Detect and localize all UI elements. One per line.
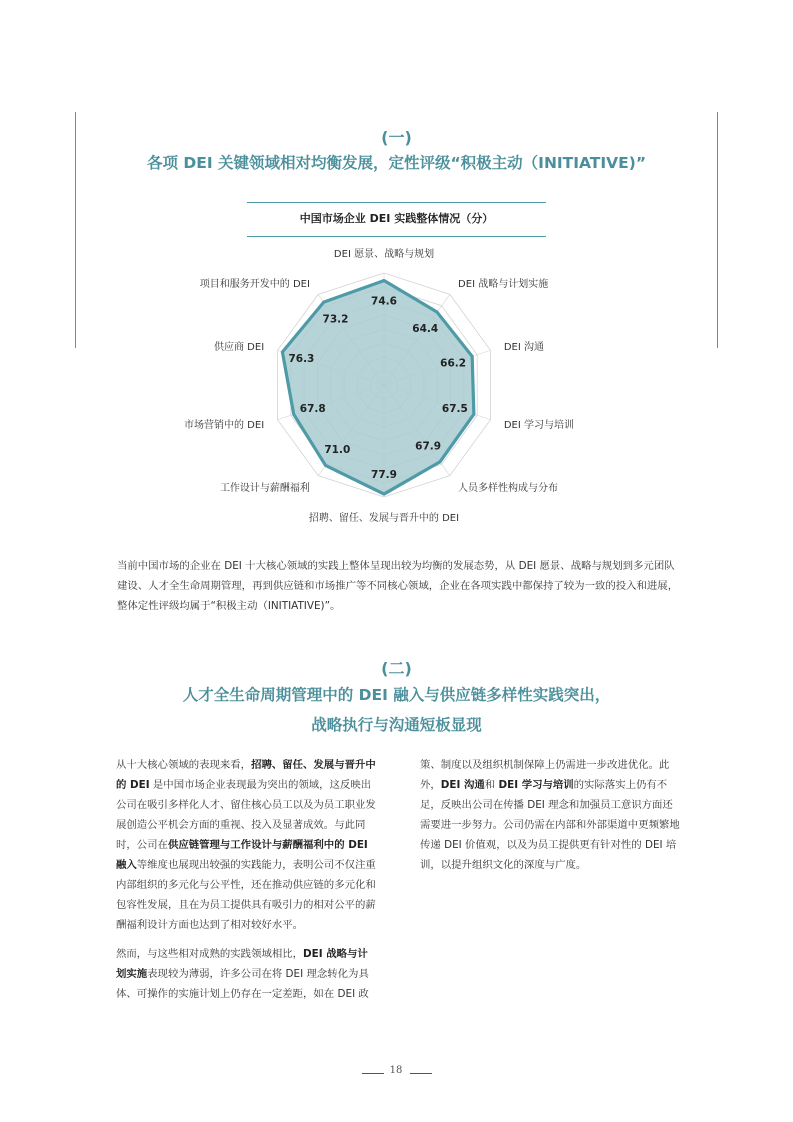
section-1-paragraph: 当前中国市场的企业在 DEI 十大核心领域的实践上整体呈现出较为均衡的发展态势，从 DEI 愿景、战略与规划到多元团队建设、人才全生命周期管理，再到供应链和市场推广等不同核心领域，企业在各项实践中都保持了较为一致的投入和进展，整体定性评级均属于“积极主动（INITIATIVE)”。 (117, 560, 679, 612)
text-run: 然而，与这些相对成熟的实践领域相比， (116, 948, 304, 960)
radar-value-label: 71.0 (324, 444, 351, 457)
left-column-paragraph-2 (116, 944, 376, 1004)
section-2-title-line-2: 战略执行与沟通短板显现 (311, 716, 482, 734)
text-run: 是中国市场企业表现最为突出的领域，这反映出公司在吸引多样化人才、留住核心员工以及为员工职业发展创造公平机会方面的重视、投入及显著成效。与此同时，公司在 (116, 779, 376, 851)
radar-category-label: DEI 愿景、战略与规划 (333, 249, 435, 260)
radar-value-label: 74.6 (371, 295, 397, 308)
radar-category-label: 人员多样性构成与分布 (458, 482, 559, 494)
radar-category-label: DEI 战略与计划实施 (458, 279, 549, 291)
page-number: 18 (389, 1065, 403, 1076)
radar-value-label: 73.2 (322, 313, 349, 326)
radar-value-label: 67.9 (415, 440, 442, 453)
radar-category-label: 市场营销中的 DEI (184, 419, 265, 431)
radar-category-label: 项目和服务开发中的 DEI (199, 279, 310, 291)
radar-value-label: 76.3 (288, 353, 315, 366)
radar-category-label: DEI 沟通 (503, 342, 544, 354)
radar-value-label: 64.4 (412, 323, 439, 336)
radar-category-label: DEI 学习与培训 (503, 419, 574, 431)
radar-value-label: 67.5 (441, 403, 468, 416)
radar-series-area (282, 281, 473, 495)
radar-value-label: 66.2 (440, 357, 467, 370)
text-run: 的实际落实上仍有不足，反映出公司在传播 DEI 理念和加强员工意识方面还需要进一步努力。公司仍需在内部和外部渠道中更频繁地传递 DEI 价值观，以及为员工提供更有针对性的 DEI 培训，以提升组织文化的深度与广度。 (420, 779, 680, 871)
section-1-title: 各项 DEI 关键领域相对均衡发展，定性评级“积极主动（INITIATIVE)” (146, 154, 647, 172)
radar-series (282, 281, 473, 495)
radar-value-label: 67.8 (299, 403, 326, 416)
radar-category-label: 供应商 DEI (214, 342, 265, 354)
radar-category-label: 招聘、留任、发展与晋升中的 DEI (308, 513, 460, 524)
right-column-paragraph-1 (420, 755, 680, 875)
bold-text-run: DEI 沟通 (440, 779, 485, 791)
section-2-title-line-1: 人才全生命周期管理中的 DEI 融入与供应链多样性实践突出， (182, 686, 611, 704)
bold-text-run: DEI 战略与计划实施 (116, 948, 368, 980)
section-2-number: (二) (381, 659, 412, 678)
bold-text-run: DEI 学习与培训 (498, 779, 574, 791)
chart-title: 中国市场企业 DEI 实践整体情况（分） (299, 212, 494, 225)
text-run: 表现较为薄弱，许多公司在将 DEI 理念转化为具体、可操作的实施计划上仍存在一定差距，如在 DEI 政 (116, 968, 369, 1000)
radar-chart (0, 0, 793, 560)
text-run: 从十大核心领域的表现来看， (116, 759, 252, 771)
bold-text-run: 招聘、留任、发展与晋升中的 DEI (116, 759, 376, 791)
radar-value-label: 77.9 (371, 469, 397, 482)
text-run: 等维度也展现出较强的实践能力，表明公司不仅注重内部组织的多元化与公平性，还在推动供应链的多元化和包容性发展，且在为员工提供具有吸引力的相对公平的薪酬福利设计方面也达到了相对较好水平。 (116, 859, 376, 931)
bold-text-run: 供应链管理与工作设计与薪酬福利中的 DEI 融入 (116, 839, 368, 871)
text-run: 策、制度以及组织机制保障上仍需进一步改进优化。此外， (420, 759, 670, 791)
section-1-number: (一) (381, 128, 412, 147)
left-column-paragraph-1 (116, 755, 376, 935)
text-run: 和 (484, 779, 499, 791)
footer-right-dash (410, 1073, 432, 1074)
radar-category-label: 工作设计与薪酬福利 (219, 482, 310, 494)
